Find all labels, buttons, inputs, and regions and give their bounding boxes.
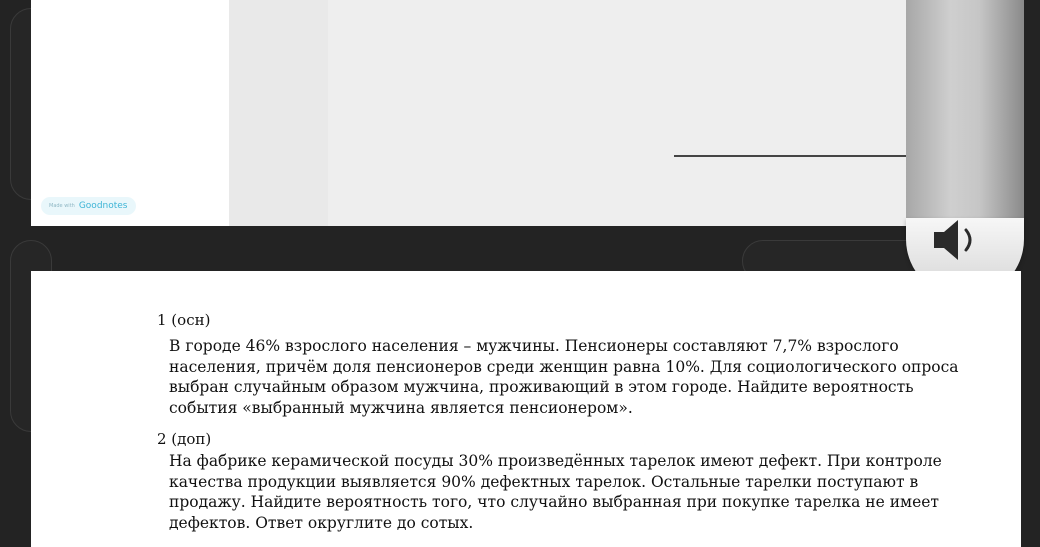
problem-1-line: выбран случайным образом мужчина, проживающий в этом городе. Найдите вероятность — [169, 378, 914, 397]
problem-2-line: дефектов. Ответ округлите до сотых. — [169, 514, 474, 533]
problem-1-line: В городе 46% взрослого населения – мужчины. Пенсионеры составляют 7,7% взрослого — [169, 337, 899, 355]
badge-brand: Goodnotes — [78, 201, 128, 211]
previous-page[interactable] — [31, 0, 1024, 226]
speaker-volume-icon[interactable] — [930, 212, 990, 268]
page-gutter — [229, 0, 328, 226]
problem-2-number: 2 (доп) — [157, 430, 212, 448]
problem-2-text — [169, 451, 942, 534]
document-page[interactable] — [31, 271, 1021, 547]
volume-overlay[interactable] — [906, 0, 1024, 226]
problem-1-line: населения, причём доля пенсионеров среди женщин равна 10%. Для социологического опроса — [169, 357, 959, 376]
problem-2-line: На фабрике керамической посуды 30% произведённых тарелок имеют дефект. При контроле — [169, 452, 942, 470]
problem-1-number: 1 (осн) — [157, 311, 211, 329]
page-margin-panel — [31, 0, 229, 226]
problem-2-line: качества продукции выявляется 90% дефектных тарелок. Остальные тарелки поступают в — [169, 472, 919, 491]
answer-line — [674, 155, 906, 157]
problem-2-line: продажу. Найдите вероятность того, что случайно выбранная при покупке тарелка не имеет — [169, 493, 939, 512]
badge-made-with: Made with — [49, 203, 75, 209]
problem-1-line: события «выбранный мужчина является пенсионером». — [169, 399, 633, 418]
page-content-area — [328, 0, 906, 226]
goodnotes-badge — [41, 197, 136, 215]
problem-1-text — [169, 336, 959, 419]
